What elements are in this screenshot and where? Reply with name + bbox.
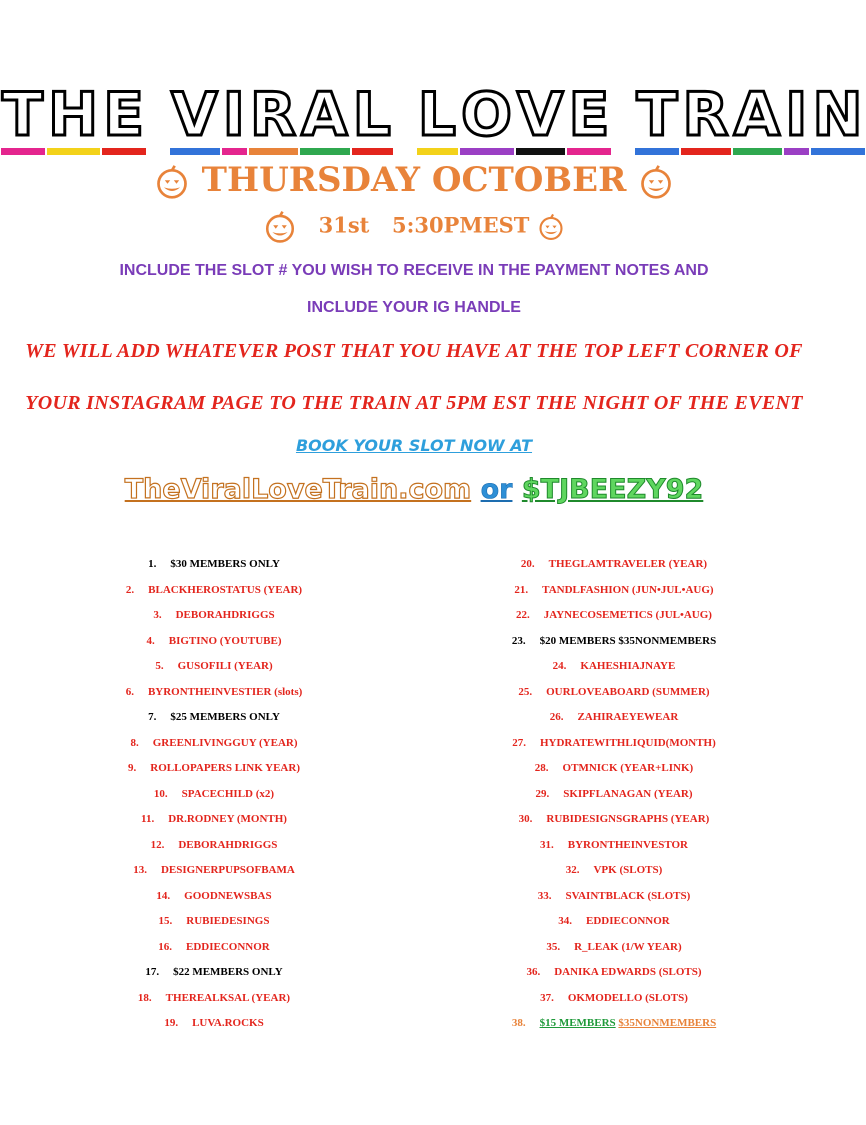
slot-item bbox=[14, 811, 414, 837]
slot-item bbox=[14, 607, 414, 633]
slot-list-left bbox=[14, 556, 414, 1041]
slot-text: ROLLOPAPERS LINK YEAR) bbox=[150, 762, 300, 774]
slot-item bbox=[14, 735, 414, 761]
slot-number: 1. bbox=[148, 558, 157, 570]
slot-item bbox=[414, 684, 814, 710]
slot-item bbox=[414, 990, 814, 1016]
slot-item bbox=[14, 786, 414, 812]
website-link[interactable]: TheViralLoveTrain.com bbox=[124, 474, 472, 505]
slot-item bbox=[14, 760, 414, 786]
slot-item bbox=[414, 862, 814, 888]
title-letter: H bbox=[47, 82, 100, 155]
slot-text: GOODNEWSBAS bbox=[184, 889, 272, 902]
jack-o-lantern-icon bbox=[263, 210, 297, 244]
jack-o-lantern-icon bbox=[537, 213, 565, 241]
slot-text: EDDIECONNOR bbox=[186, 940, 270, 953]
title-letter: V bbox=[516, 82, 565, 155]
instructions-line-2: INCLUDE YOUR IG HANDLE bbox=[307, 299, 521, 316]
slot-number: 2. bbox=[125, 583, 135, 596]
slot-text: BYRONTHEINVESTIER (slots) bbox=[147, 685, 303, 698]
slot-item bbox=[414, 964, 814, 990]
slot-item bbox=[414, 786, 814, 812]
slot-item bbox=[414, 582, 814, 608]
slot-number: 20. bbox=[520, 558, 535, 570]
jack-o-lantern-icon bbox=[638, 164, 674, 200]
slot-text: RUBIEDESINGS bbox=[186, 915, 270, 927]
slot-text: RUBIDESIGNSGRAPHS (YEAR) bbox=[546, 813, 710, 825]
slot-text: JAYNECOSEMETICS (JUL•AUG) bbox=[543, 609, 712, 621]
title-letter: T bbox=[635, 82, 679, 155]
slot-number: 14. bbox=[156, 889, 171, 902]
slot-number: 29. bbox=[535, 787, 550, 800]
title-letter: T bbox=[1, 82, 45, 155]
slot-text: VPK (SLOTS) bbox=[593, 864, 663, 876]
title-letter: E bbox=[102, 82, 146, 155]
title-letter: I bbox=[222, 82, 247, 155]
slot-text: SPACECHILD (x2) bbox=[181, 787, 275, 800]
slot-number: 36. bbox=[526, 966, 541, 978]
title-letter: N bbox=[811, 82, 864, 155]
slot-number: 7. bbox=[148, 711, 157, 723]
slot-number: 16. bbox=[158, 940, 172, 953]
slot-text: DEBORAHDRIGGS bbox=[178, 838, 278, 851]
slot-text: HYDRATEWITHLIQUID(MONTH) bbox=[539, 736, 716, 749]
slot-text: TANDLFASHION (JUN•JUL•AUG) bbox=[542, 583, 714, 596]
title-letter: E bbox=[567, 82, 611, 155]
or-label: or bbox=[480, 474, 513, 505]
slot-number: 33. bbox=[537, 889, 552, 902]
title-letter: V bbox=[170, 82, 219, 155]
slot-item bbox=[14, 990, 414, 1016]
slot-text: GREENLIVINGGUY (YEAR) bbox=[152, 736, 298, 749]
slot-text: $22 MEMBERS ONLY bbox=[173, 966, 283, 978]
slot-item bbox=[14, 862, 414, 888]
slot-number: 25. bbox=[518, 685, 533, 698]
slot-number: 19. bbox=[164, 1017, 179, 1029]
slot-text: OTMNICK (YEAR+LINK) bbox=[562, 762, 694, 774]
slot-number: 18. bbox=[137, 991, 152, 1004]
slot-text: THEREALKSAL (YEAR) bbox=[165, 991, 291, 1004]
slot-price-nonmembers: $35NONMEMBERS bbox=[618, 1017, 717, 1029]
slot-item bbox=[414, 888, 814, 914]
slot-number: 5. bbox=[155, 660, 164, 672]
slot-item bbox=[14, 1015, 414, 1041]
title-letter: R bbox=[249, 82, 298, 155]
title-letter: L bbox=[417, 82, 458, 155]
slot-text: BIGTINO (YOUTUBE) bbox=[168, 634, 282, 647]
slot-text: THEGLAMTRAVELER (YEAR) bbox=[548, 558, 708, 570]
slot-item bbox=[414, 760, 814, 786]
slot-item bbox=[14, 633, 414, 659]
slot-item bbox=[414, 633, 814, 659]
slot-text: ZAHIRAEYEWEAR bbox=[577, 711, 679, 723]
slot-text: $20 MEMBERS $35NONMEMBERS bbox=[539, 634, 717, 647]
slot-number: 37. bbox=[540, 991, 554, 1004]
slot-text: GUSOFILI (YEAR) bbox=[177, 660, 273, 672]
slot-text: SVAINTBLACK (SLOTS) bbox=[565, 889, 691, 902]
event-day-line bbox=[0, 160, 828, 200]
slot-number: 38. bbox=[511, 1017, 526, 1029]
slot-number: 21. bbox=[514, 583, 529, 596]
title-letter: L bbox=[352, 82, 393, 155]
slot-text: DESIGNERPUPSOFBAMA bbox=[160, 864, 295, 876]
slot-number: 3. bbox=[153, 609, 162, 621]
slot-number: 9. bbox=[128, 762, 137, 774]
slot-item bbox=[14, 684, 414, 710]
slot-item bbox=[414, 837, 814, 863]
slot-number: 22. bbox=[516, 609, 530, 621]
title-letter: I bbox=[784, 82, 809, 155]
slot-text: $25 MEMBERS ONLY bbox=[170, 711, 280, 723]
slot-item bbox=[14, 658, 414, 684]
slot-number: 8. bbox=[130, 736, 139, 749]
event-time: 5:30PMEST bbox=[391, 212, 530, 238]
book-slot-link[interactable]: BOOK YOUR SLOT NOW AT bbox=[295, 436, 533, 455]
slot-text: R_LEAK (1/W YEAR) bbox=[574, 940, 682, 953]
slot-item bbox=[414, 939, 814, 965]
slot-number: 11. bbox=[141, 813, 155, 825]
slot-text: DANIKA EDWARDS (SLOTS) bbox=[554, 966, 702, 978]
slot-text: BYRONTHEINVESTOR bbox=[567, 838, 688, 851]
slot-text: $30 MEMBERS ONLY bbox=[170, 558, 280, 570]
booking-links bbox=[0, 474, 828, 505]
slot-number: 10. bbox=[153, 787, 168, 800]
slot-price-members: $15 MEMBERS bbox=[539, 1017, 616, 1029]
cashtag-link[interactable]: $TJBEEZY92 bbox=[521, 474, 704, 505]
slot-number: 32. bbox=[565, 864, 580, 876]
slot-item bbox=[14, 964, 414, 990]
slot-list-right bbox=[414, 556, 814, 1041]
event-day: THURSDAY OCTOBER bbox=[201, 160, 627, 200]
flyer-title bbox=[0, 80, 864, 155]
jack-o-lantern-icon bbox=[154, 164, 190, 200]
slot-item bbox=[14, 888, 414, 914]
title-letter: A bbox=[300, 82, 349, 155]
slot-text: BLACKHEROSTATUS (YEAR) bbox=[148, 583, 303, 596]
slot-text: EDDIECONNOR bbox=[586, 915, 670, 927]
slot-text: SKIPFLANAGAN (YEAR) bbox=[563, 787, 693, 800]
slot-number: 31. bbox=[540, 838, 554, 851]
slot-item bbox=[414, 709, 814, 735]
event-date: 31st bbox=[318, 212, 370, 238]
slot-item bbox=[414, 607, 814, 633]
slot-item bbox=[414, 658, 814, 684]
event-time-line bbox=[0, 210, 828, 244]
slot-text: OKMODELLO (SLOTS) bbox=[567, 991, 688, 1004]
note-line-2: YOUR INSTAGRAM PAGE TO THE TRAIN AT 5PM EST THE NIGHT OF THE EVENT bbox=[25, 392, 803, 414]
slot-item bbox=[14, 913, 414, 939]
slot-number: 13. bbox=[133, 864, 147, 876]
slot-number: 12. bbox=[150, 838, 165, 851]
slot-number: 4. bbox=[146, 634, 155, 647]
slot-item bbox=[414, 1015, 814, 1041]
slot-item bbox=[414, 735, 814, 761]
slot-number: 35. bbox=[546, 940, 561, 953]
slot-item bbox=[14, 939, 414, 965]
slot-number: 27. bbox=[512, 736, 526, 749]
slot-number: 24. bbox=[552, 660, 567, 672]
slot-number: 15. bbox=[158, 915, 173, 927]
slot-item bbox=[414, 556, 814, 582]
slot-text: KAHESHIAJNAYE bbox=[580, 660, 676, 672]
slot-number: 30. bbox=[518, 813, 533, 825]
slot-number: 23. bbox=[511, 634, 526, 647]
slot-text: LUVA.ROCKS bbox=[192, 1017, 264, 1029]
slot-text: DEBORAHDRIGGS bbox=[175, 609, 275, 621]
slot-number: 6. bbox=[125, 685, 134, 698]
slot-item bbox=[414, 913, 814, 939]
title-letter: O bbox=[460, 82, 514, 155]
slot-number: 28. bbox=[534, 762, 549, 774]
title-letter: A bbox=[733, 82, 782, 155]
title-letter: R bbox=[681, 82, 730, 155]
slot-number: 26. bbox=[549, 711, 564, 723]
slot-number: 17. bbox=[145, 966, 160, 978]
slot-number: 34. bbox=[558, 915, 572, 927]
slot-item bbox=[14, 837, 414, 863]
slot-text: DR.RODNEY (MONTH) bbox=[168, 813, 287, 825]
note-line-1: WE WILL ADD WHATEVER POST THAT YOU HAVE AT THE TOP LEFT CORNER OF bbox=[25, 340, 803, 362]
slot-item bbox=[14, 709, 414, 735]
slot-text: OURLOVEABOARD (SUMMER) bbox=[546, 685, 710, 698]
instructions-line-1: INCLUDE THE SLOT # YOU WISH TO RECEIVE IN THE PAYMENT NOTES AND bbox=[119, 262, 709, 279]
slot-item bbox=[414, 811, 814, 837]
slot-item bbox=[14, 556, 414, 582]
slot-item bbox=[14, 582, 414, 608]
